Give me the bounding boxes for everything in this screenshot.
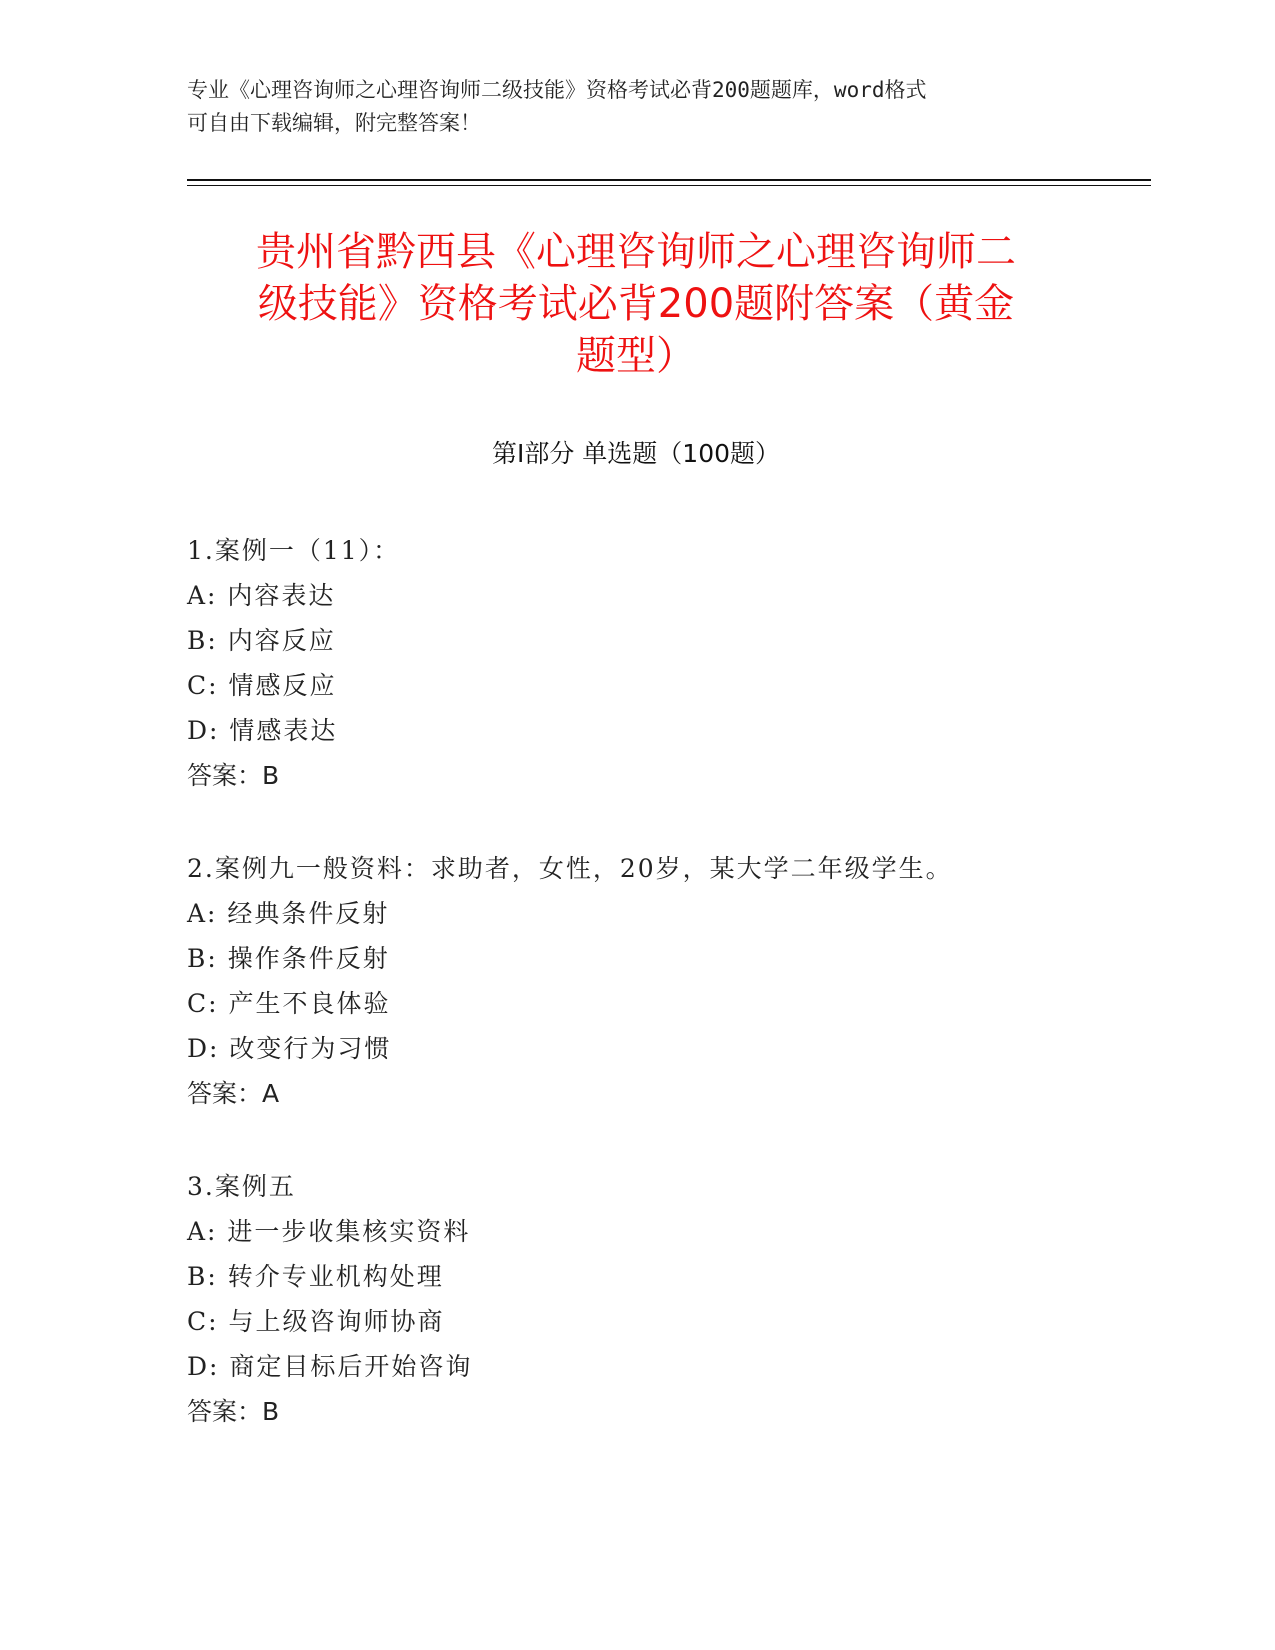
document-title bbox=[187, 226, 1085, 382]
section-heading: 第I部分 单选题（100题） bbox=[491, 439, 781, 468]
option-a: A: 内容表达 bbox=[187, 581, 336, 610]
option-d: D: 情感表达 bbox=[187, 716, 338, 745]
header-note-line-2: 可自由下载编辑，附完整答案！ bbox=[187, 111, 481, 135]
option-c: C: 产生不良体验 bbox=[187, 989, 391, 1018]
option-d: D: 商定目标后开始咨询 bbox=[187, 1352, 473, 1381]
option-a: A: 进一步收集核实资料 bbox=[187, 1217, 471, 1246]
header-note bbox=[187, 74, 1067, 140]
question-2 bbox=[187, 846, 1087, 1116]
option-a: A: 经典条件反射 bbox=[187, 899, 390, 928]
option-b: B: 内容反应 bbox=[187, 626, 336, 655]
question-1 bbox=[187, 528, 1087, 798]
document-title-line-2: 级技能》资格考试必背200题附答案（黄金 bbox=[257, 281, 1015, 327]
answer-key: 答案：A bbox=[187, 1079, 280, 1108]
document-title-line-1: 贵州省黔西县《心理咨询师之心理咨询师二 bbox=[256, 229, 1016, 275]
question-stem: 1.案例一（11）： bbox=[187, 536, 401, 565]
question-stem: 2.案例九一般资料：求助者，女性，20岁，某大学二年级学生。 bbox=[187, 854, 953, 883]
option-c: C: 与上级咨询师协商 bbox=[187, 1307, 445, 1336]
header-divider-thick bbox=[187, 179, 1151, 181]
document-title-line-3: 题型） bbox=[576, 333, 696, 379]
header-note-line-1: 专业《心理咨询师之心理咨询师二级技能》资格考试必背200题题库，word格式 bbox=[187, 78, 927, 102]
option-b: B: 操作条件反射 bbox=[187, 944, 390, 973]
option-d: D: 改变行为习惯 bbox=[187, 1034, 392, 1063]
option-b: B: 转介专业机构处理 bbox=[187, 1262, 444, 1291]
answer-key: 答案：B bbox=[187, 761, 280, 790]
question-3 bbox=[187, 1164, 1087, 1434]
option-c: C: 情感反应 bbox=[187, 671, 337, 700]
header-divider-thin bbox=[187, 185, 1151, 186]
answer-key: 答案：B bbox=[187, 1397, 280, 1426]
question-stem: 3.案例五 bbox=[187, 1172, 296, 1201]
